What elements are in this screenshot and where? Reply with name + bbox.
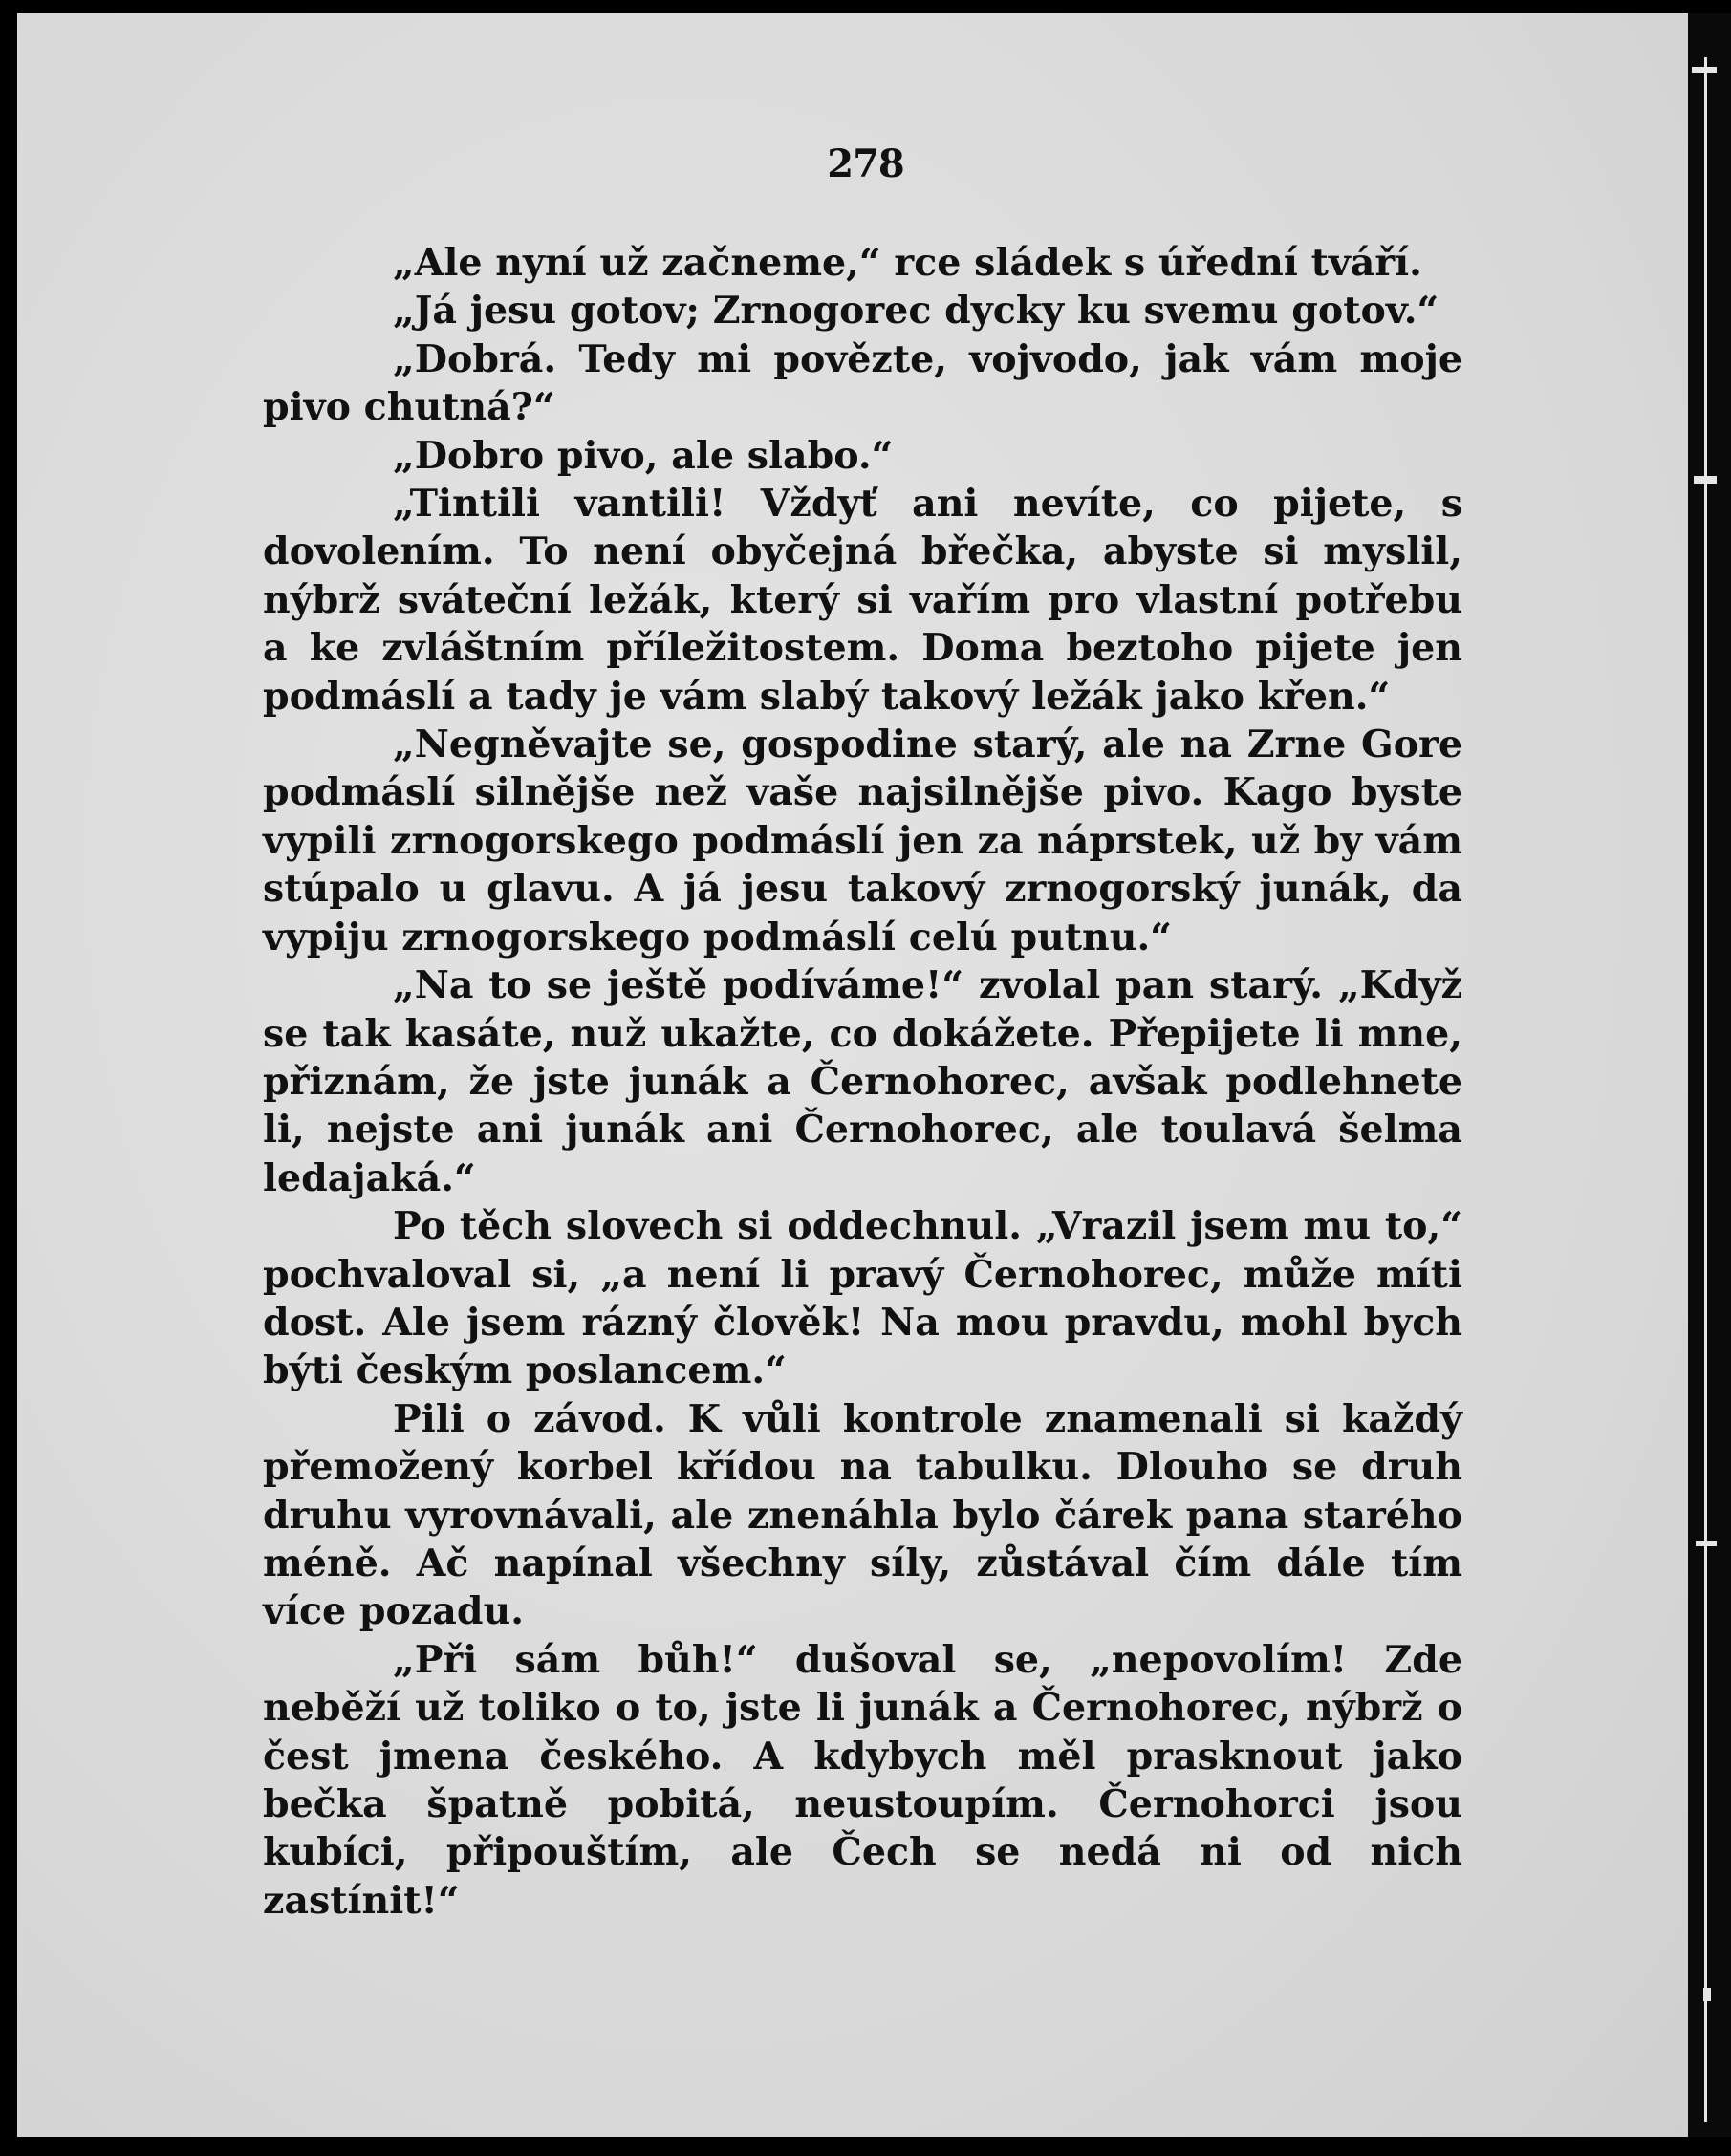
paragraph-1: „Ale nyní už začneme,“ rce sládek s úřední tváří. [393, 241, 1422, 285]
edge-tick-top [1692, 67, 1717, 73]
paragraph-3: „Dobrá. Tedy mi povězte, vojvodo, jak vám moje pivo chutná?“ [263, 336, 1462, 430]
page-number: 278 [827, 141, 904, 186]
scan-border [1688, 13, 1731, 2137]
paragraph-4: „Dobro pivo, ale slabo.“ [393, 433, 894, 478]
paragraph-6: „Negněvajte se, gospodine starý, ale na Zrne Gore podmáslí silnějše než vaše najsilnějše pivo. Kago byste vypili zrnogorskego podmáslí jen za náprstek, už by vám stúpalo u glavu. A já jesu takový zrnogorský junák, da vypiju zrnogorskego podmáslí celú putnu.“ [263, 722, 1462, 959]
paragraph-5: „Tintili vantili! Vždyť ani nevíte, co pijete, s dovolením. To není obyčejná břečka, abyste si myslil, nýbrž sváteční ležák, který si vařím pro vlastní potřebu a ke zvláštním příležitostem. Doma beztoho pijete jen podmáslí a tady je vám slabý takový ležák jako křen.“ [263, 482, 1462, 719]
body-text [263, 239, 1462, 1925]
paragraph-7: „Na to se ještě podíváme!“ zvolal pan starý. „Když se tak kasáte, nuž ukažte, co dokážete. Přepijete li mne, přiznám, že jste junák a Černohorec, avšak podlehnete li, nejste ani junák ani Černohorec, ale toulavá šelma ledajaká.“ [263, 963, 1462, 1200]
paragraph-10: „Při sám bůh!“ dušoval se, „nepovolím! Zde neběží už toliko o to, jste li junák a Černohorec, nýbrž o čest jmena českého. A kdybych měl prasknout jako bečka špatně pobitá, neustoupím. Černohorci jsou kubíci, připouštím, ale Čech se nedá ni od nich zastínit!“ [263, 1637, 1462, 1923]
edge-dot-bottom [1703, 1988, 1711, 2001]
edge-tick-lower [1696, 1541, 1717, 1546]
page-edge-line [1704, 57, 1707, 2122]
paragraph-8: Po těch slovech si oddechnul. „Vrazil jsem mu to,“ pochvaloval si, „a není li pravý Černohorec, může míti dost. Ale jsem rázný člověk! Na mou pravdu, mohl bych býti českým poslancem.“ [263, 1204, 1462, 1393]
paragraph-2: „Já jesu gotov; Zrnogorec dycky ku svemu gotov.“ [393, 289, 1439, 334]
paragraph-9: Pili o závod. K vůli kontrole znamenali si každý přemožený korbel křídou na tabulku. Dlouho se druh druhu vyrovnávali, ale znenáhla bylo čárek pana starého méně. Ač napínal všechny síly, zůstával čím dále tím více pozadu. [263, 1396, 1462, 1634]
edge-tick-middle [1694, 476, 1717, 484]
